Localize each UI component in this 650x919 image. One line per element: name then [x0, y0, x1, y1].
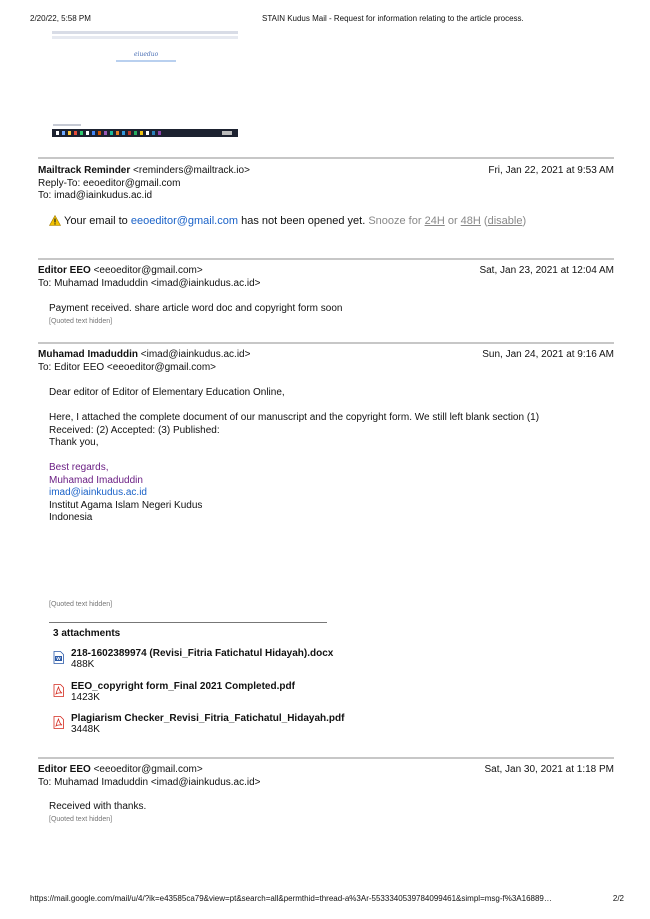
print-date: 2/20/22, 5:58 PM [30, 14, 91, 23]
attachment-name[interactable]: Plagiarism Checker_Revisi_Fitria_Fatichatul_Hidayah.pdf [71, 713, 345, 724]
message-body [49, 387, 619, 525]
embedded-screenshot-thumbnail [52, 31, 238, 137]
notice-text: Your email to [64, 215, 131, 227]
thumbnail-logo-subtitle [116, 60, 176, 62]
message-header [38, 265, 614, 290]
message-header [38, 764, 614, 789]
mailtrack-notice [49, 215, 619, 228]
body-paragraph: Here, I attached the complete document of our manuscript and the copyright form. We still left blank section (1) [49, 412, 540, 423]
message-divider [38, 342, 614, 344]
thanks: Thank you, [49, 437, 99, 448]
thumbnail-address-bar [52, 36, 238, 39]
attachment-name[interactable]: 218-1602389974 (Revisi_Fitria Fatichatul Hidayah).docx [71, 648, 334, 659]
message-date: Sat, Jan 30, 2021 at 1:18 PM [484, 764, 614, 775]
print-title: STAIN Kudus Mail - Request for information relating to the article process. [262, 14, 524, 23]
attachment-name[interactable]: EEO_copyright form_Final 2021 Completed.pdf [71, 681, 295, 692]
page-url: https://mail.google.com/mail/u/4/?ik=e43585ca79&view=pt&search=all&permthid=thread-a%3Ar-5533340539784099461&simpl=msg-f%3A16889… [30, 894, 552, 903]
message-divider [38, 157, 614, 159]
page-number: 2/2 [612, 894, 624, 903]
thumbnail-browser-bar [52, 31, 238, 34]
quoted-text-toggle[interactable]: [Quoted text hidden] [49, 317, 113, 325]
message-date: Sat, Jan 23, 2021 at 12:04 AM [479, 265, 614, 276]
sender-name: Editor EEO [38, 764, 91, 775]
signature-country: Indonesia [49, 512, 93, 523]
attachments-title: 3 attachments [53, 628, 121, 639]
recipient: To: imad@iainkudus.ac.id [38, 190, 153, 201]
signature-name: Muhamad Imaduddin [49, 474, 143, 486]
signature-regards: Best regards, [49, 462, 109, 473]
sender-name: Muhamad Imaduddin [38, 349, 138, 360]
body-paragraph: Received: (2) Accepted: (3) Published: [49, 424, 220, 436]
message-body [49, 303, 619, 328]
sender-name: Editor EEO [38, 265, 91, 276]
message-date: Fri, Jan 22, 2021 at 9:53 AM [488, 165, 614, 176]
greeting: Dear editor of Editor of Elementary Education Online, [49, 387, 285, 398]
snooze-label: Snooze for [368, 215, 425, 227]
sender-email: <eeoeditor@gmail.com> [93, 265, 203, 276]
attachments-divider [49, 622, 327, 623]
thumbnail-status-text [53, 124, 81, 126]
pdf-icon [53, 716, 64, 729]
attachment-size: 1423K [71, 692, 100, 703]
message-header [38, 165, 614, 203]
recipient: To: Muhamad Imaduddin <imad@iainkudus.ac.id> [38, 277, 261, 289]
pdf-icon [53, 684, 64, 697]
thumbnail-logo: eiueduo [134, 51, 159, 58]
signature-institution: Institut Agama Islam Negeri Kudus [49, 499, 203, 511]
print-header [30, 14, 620, 28]
sender-email: <imad@iainkudus.ac.id> [140, 349, 251, 360]
snooze-24h-link[interactable]: 24H [424, 215, 445, 227]
reply-to: Reply-To: eeoeditor@gmail.com [38, 177, 181, 189]
sender-email: <eeoeditor@gmail.com> [93, 764, 203, 775]
paren-close: ) [522, 215, 527, 227]
sender-name: Mailtrack Reminder [38, 165, 131, 176]
signature-email-link[interactable]: imad@iainkudus.ac.id [49, 487, 147, 498]
message-body [49, 801, 619, 826]
sender-email: <reminders@mailtrack.io> [133, 165, 250, 176]
warning-icon [49, 215, 61, 226]
disable-link[interactable]: disable [487, 215, 523, 227]
message-divider [38, 258, 614, 260]
snooze-or: or [444, 215, 461, 227]
notice-email-link[interactable]: eeoeditor@gmail.com [130, 215, 239, 227]
notice-text-2: has not been opened yet. [238, 215, 369, 227]
svg-text:W: W [56, 656, 61, 662]
attachment-size: 488K [71, 659, 95, 670]
word-doc-icon [53, 651, 64, 664]
message-divider [38, 757, 614, 759]
quoted-text-toggle[interactable]: [Quoted text hidden] [49, 815, 113, 823]
body-text: Payment received. share article word doc and copyright form soon [49, 303, 343, 314]
recipient: To: Editor EEO <eeoeditor@gmail.com> [38, 361, 217, 373]
snooze-48h-link[interactable]: 48H [460, 215, 481, 227]
recipient: To: Muhamad Imaduddin <imad@iainkudus.ac.id> [38, 776, 261, 788]
thumbnail-taskbar [52, 129, 238, 137]
quoted-text-toggle[interactable]: [Quoted text hidden] [49, 601, 113, 608]
paren-open: ( [480, 215, 488, 227]
attachment-size: 3448K [71, 724, 100, 735]
body-text: Received with thanks. [49, 801, 147, 812]
message-header [38, 349, 614, 374]
message-date: Sun, Jan 24, 2021 at 9:16 AM [482, 349, 614, 360]
